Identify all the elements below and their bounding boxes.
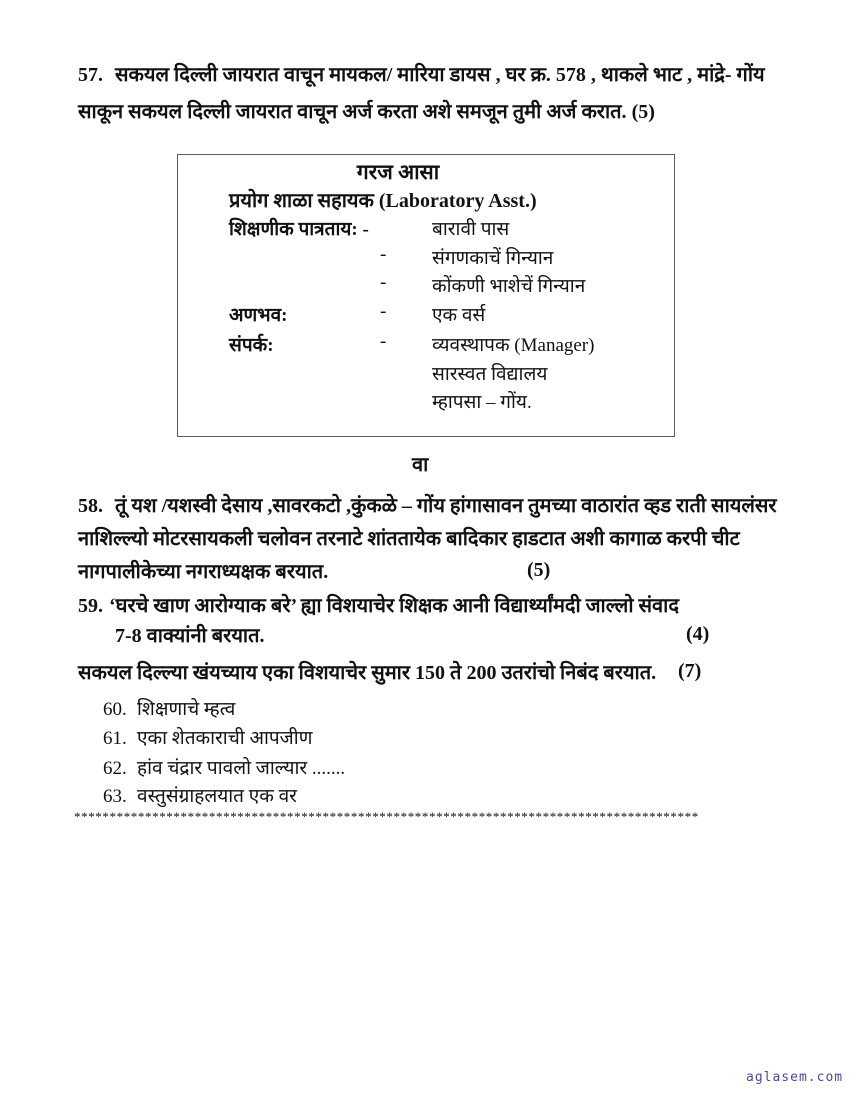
advert-row-qualification-3 bbox=[178, 272, 674, 298]
essay-topic-60 bbox=[103, 697, 235, 722]
question-59-marks: (4) bbox=[686, 623, 710, 645]
question-58-text-1: तूं यश /यशस्वी देसाय ,सावरकटो ,कुंकळे – गोंय हांगासावन तुमच्या वाठारांत व्हड राती सायलंसर bbox=[115, 495, 777, 517]
question-59-line-1 bbox=[78, 593, 679, 619]
advert-row-label: संपर्क: bbox=[229, 335, 274, 356]
advert-row-experience bbox=[178, 301, 674, 327]
essay-topic-62 bbox=[103, 756, 345, 781]
essay-topic-text: वस्तुसंग्राहलयात एक वर bbox=[137, 786, 297, 807]
advert-row-dash: - bbox=[380, 272, 387, 293]
advert-row-qualification-1 bbox=[178, 215, 674, 241]
advert-row-label: अणभव: bbox=[229, 305, 288, 326]
question-57-text-2: साकून सकयल दिल्ली जायरात वाचून अर्ज करता अशे समजून तुमी अर्ज करात. bbox=[78, 101, 627, 123]
question-58-text-2: नाशिल्ल्यो मोटरसायकली चलोवन तरनाटे शांततायेक बादिकार हाडटात अशी कागाळ करपी चीट bbox=[78, 528, 740, 550]
advert-row-value: व्यवस्थापक (Manager) bbox=[432, 335, 595, 356]
question-58-text-3: नागपालीकेच्या नगराध्यक्षक बरयात. bbox=[78, 561, 329, 583]
essay-topic-number: 62. bbox=[103, 758, 127, 779]
advert-row-value: सारस्वत विद्यालय bbox=[432, 364, 548, 385]
essay-topic-number: 63. bbox=[103, 786, 127, 807]
advert-row-contact-line-2 bbox=[178, 360, 674, 386]
question-58-number: 58. bbox=[78, 495, 103, 517]
question-58-line-2 bbox=[78, 526, 740, 552]
question-57-number: 57. bbox=[78, 64, 103, 86]
or-separator: वा bbox=[412, 454, 429, 476]
advert-row-contact-line-3 bbox=[178, 388, 674, 414]
advert-subtitle: प्रयोग शाळा सहायक (Laboratory Asst.) bbox=[229, 190, 537, 212]
advert-row-value: बारावी पास bbox=[432, 219, 510, 240]
essay-instruction: सकयल दिल्ल्या खंयच्याय एका विशयाचेर सुमार 150 ते 200 उतरांचो निबंद बरयात. bbox=[78, 662, 657, 684]
question-59-line-2: 7-8 वाक्यांनी बरयात. bbox=[115, 625, 265, 647]
essay-topic-number: 60. bbox=[103, 699, 127, 720]
advert-row-dash: - bbox=[380, 301, 387, 322]
essay-topic-text: हांव चंद्रार पावलो जाल्यार ....... bbox=[137, 758, 346, 779]
advert-row-value: म्हापसा – गोंय. bbox=[432, 392, 532, 413]
advert-row-value: कोंकणी भाशेचें गिन्यान bbox=[432, 276, 586, 297]
essay-marks: (7) bbox=[678, 660, 702, 682]
advert-row-dash: - bbox=[380, 331, 387, 352]
question-57-text-1: सकयल दिल्ली जायरात वाचून मायकल/ मारिया डायस , घर क्र. 578 , थाकले भाट , मांद्रे- गोंय bbox=[115, 64, 765, 86]
question-58-line-3 bbox=[78, 559, 328, 585]
advert-row-label: शिक्षणीक पात्रताय: - bbox=[229, 219, 369, 240]
advert-title: गरज आसा bbox=[356, 160, 440, 184]
advert-row-value: संगणकाचें गिन्यान bbox=[432, 248, 554, 269]
question-59-text-1: ‘घरचे खाण आरोग्याक बरे’ ह्या विशयाचेर शिक्षक आनी विद्यार्थ्यांमदी जाल्लो संवाद bbox=[109, 595, 679, 617]
advert-row-value: एक वर्स bbox=[432, 305, 486, 326]
question-58-line-1 bbox=[78, 493, 777, 519]
advert-row-dash: - bbox=[380, 244, 387, 265]
advert-row-qualification-2 bbox=[178, 244, 674, 270]
watermark-text: aglasem.com bbox=[746, 1070, 844, 1085]
advert-box bbox=[177, 154, 675, 437]
end-of-paper-separator: **************************************************************************************** bbox=[74, 809, 699, 824]
essay-topic-61 bbox=[103, 726, 312, 751]
essay-topic-text: शिक्षणाचे म्हत्व bbox=[137, 699, 236, 720]
essay-topic-number: 61. bbox=[103, 728, 127, 749]
question-58-marks: (5) bbox=[527, 559, 551, 581]
advert-row-contact bbox=[178, 331, 674, 357]
essay-topic-63 bbox=[103, 784, 297, 809]
question-59-number: 59. bbox=[78, 595, 103, 617]
question-57-line-1 bbox=[78, 62, 765, 88]
question-57-marks: (5) bbox=[631, 101, 655, 123]
essay-topic-text: एका शेतकाराची आपजीण bbox=[137, 728, 313, 749]
question-57-line-2 bbox=[78, 99, 655, 125]
